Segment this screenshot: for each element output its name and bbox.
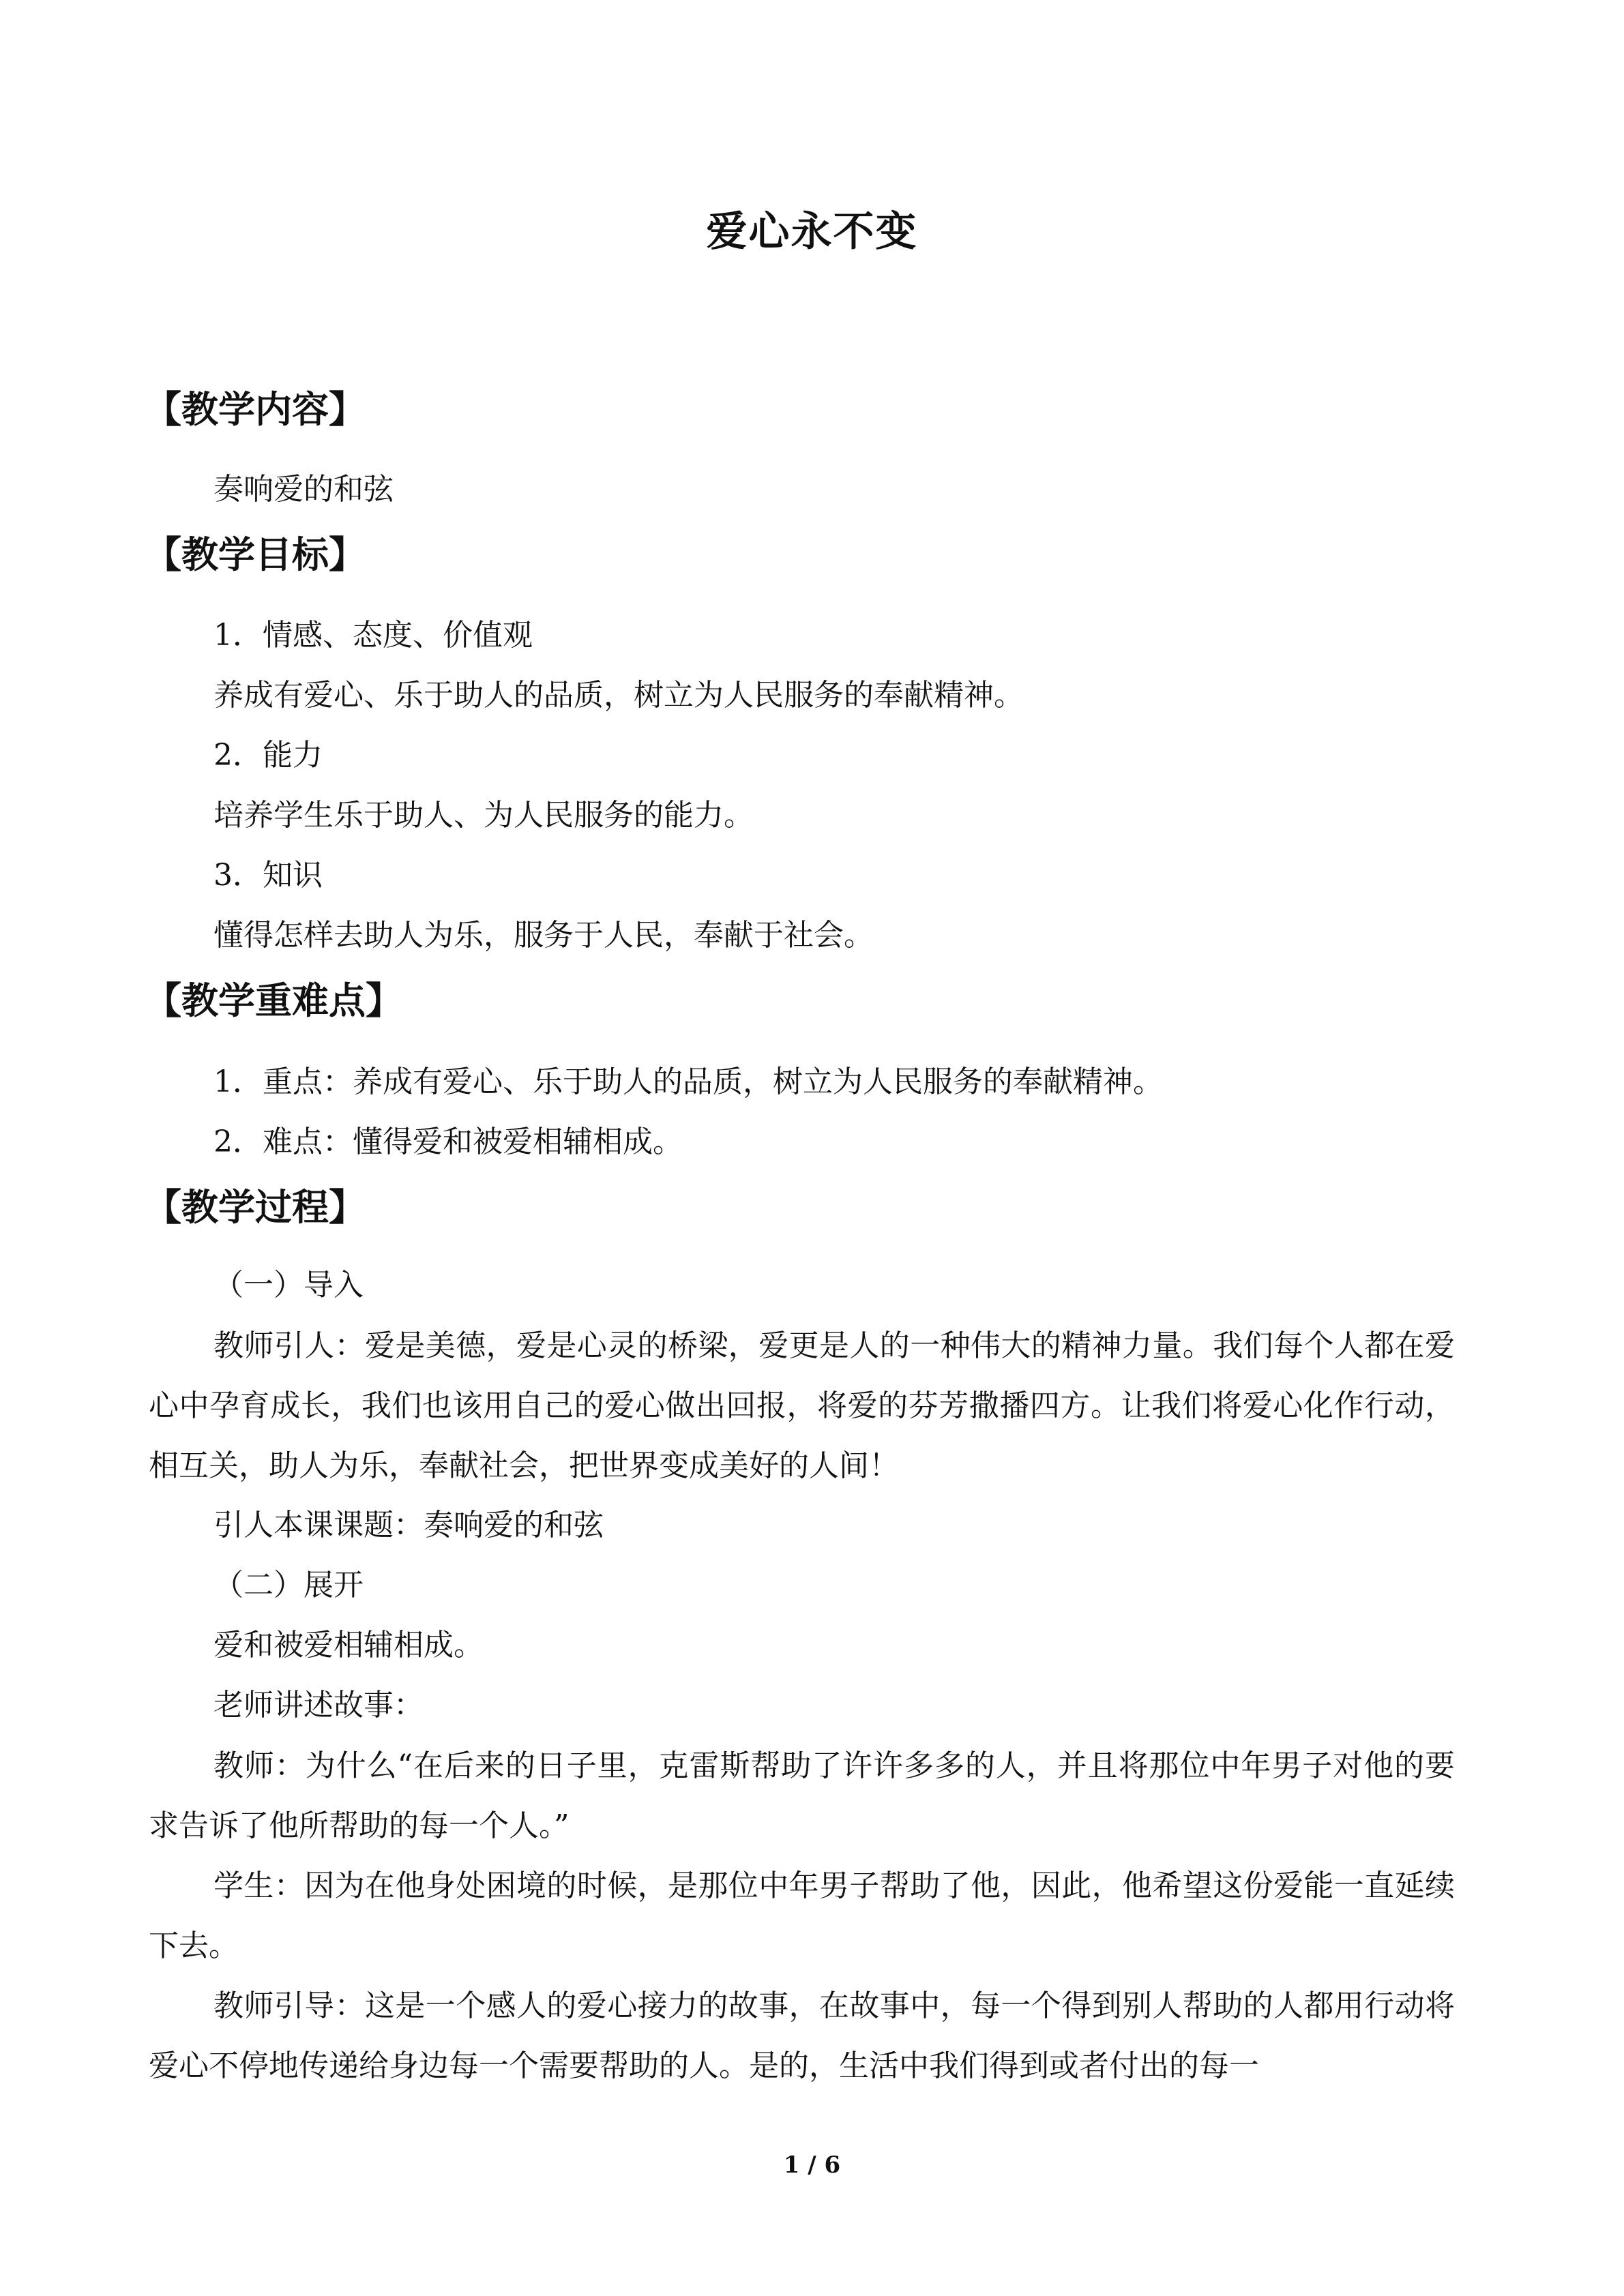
step-2-line-2: 老师讲述故事：	[213, 1688, 424, 1723]
heading-key-points: 【教学重难点】	[145, 979, 402, 1022]
process-step-2-title: （二）展开	[213, 1568, 364, 1602]
document-title: 爱心永不变	[706, 208, 918, 256]
intro-paragraph: 教师引人：爱是美德，爱是心灵的桥梁，爱更是人的一种伟大的精神力量。我们每个人都在爱心中孕育成长，我们也该用自己的爱心做出回报，将爱的芬芳撒播四方。让我们将爱心化作行动，相互关，助人为乐，奉献社会，把世界变成美好的人间！	[149, 1328, 1455, 1483]
teacher-question-paragraph: 教师：为什么“在后来的日子里，克雷斯帮助了许许多多的人，并且将那位中年男子对他的要求告诉了他所帮助的每一个人。”	[149, 1748, 1455, 1843]
process-step-1-title: （一）导入	[213, 1268, 364, 1302]
heading-teaching-objectives: 【教学目标】	[145, 533, 366, 576]
page-number: 1 / 6	[783, 2151, 841, 2179]
objective-2-text: 培养学生乐于助人、为人民服务的能力。	[213, 798, 754, 833]
objective-3-title: 3．知识	[213, 858, 323, 893]
teaching-content-text: 奏响爱的和弦	[213, 472, 394, 507]
objective-3-text: 懂得怎样去助人为乐，服务于人民，奉献于社会。	[213, 918, 874, 953]
key-point-1: 1．重点：养成有爱心、乐于助人的品质，树立为人民服务的奉献精神。	[213, 1064, 1163, 1099]
step-2-line-1: 爱和被爱相辅相成。	[213, 1628, 484, 1663]
teacher-guide-paragraph: 教师引导：这是一个感人的爱心接力的故事，在故事中，每一个得到别人帮助的人都用行动将爱心不停地传递给身边每一个需要帮助的人。是的，生活中我们得到或者付出的每一	[149, 1988, 1455, 2083]
key-point-2: 2．难点：懂得爱和被爱相辅相成。	[213, 1124, 683, 1159]
objective-1-title: 1．情感、态度、价值观	[213, 618, 533, 653]
intro-topic: 引人本课课题：奏响爱的和弦	[213, 1508, 604, 1542]
objective-1-text: 养成有爱心、乐于助人的品质，树立为人民服务的奉献精神。	[213, 678, 1024, 713]
heading-teaching-process: 【教学过程】	[145, 1185, 366, 1229]
objective-2-title: 2．能力	[213, 738, 323, 773]
heading-teaching-content: 【教学内容】	[145, 387, 366, 431]
student-answer-paragraph: 学生：因为在他身处困境的时候，是那位中年男子帮助了他，因此，他希望这份爱能一直延续下去。	[149, 1868, 1455, 1963]
